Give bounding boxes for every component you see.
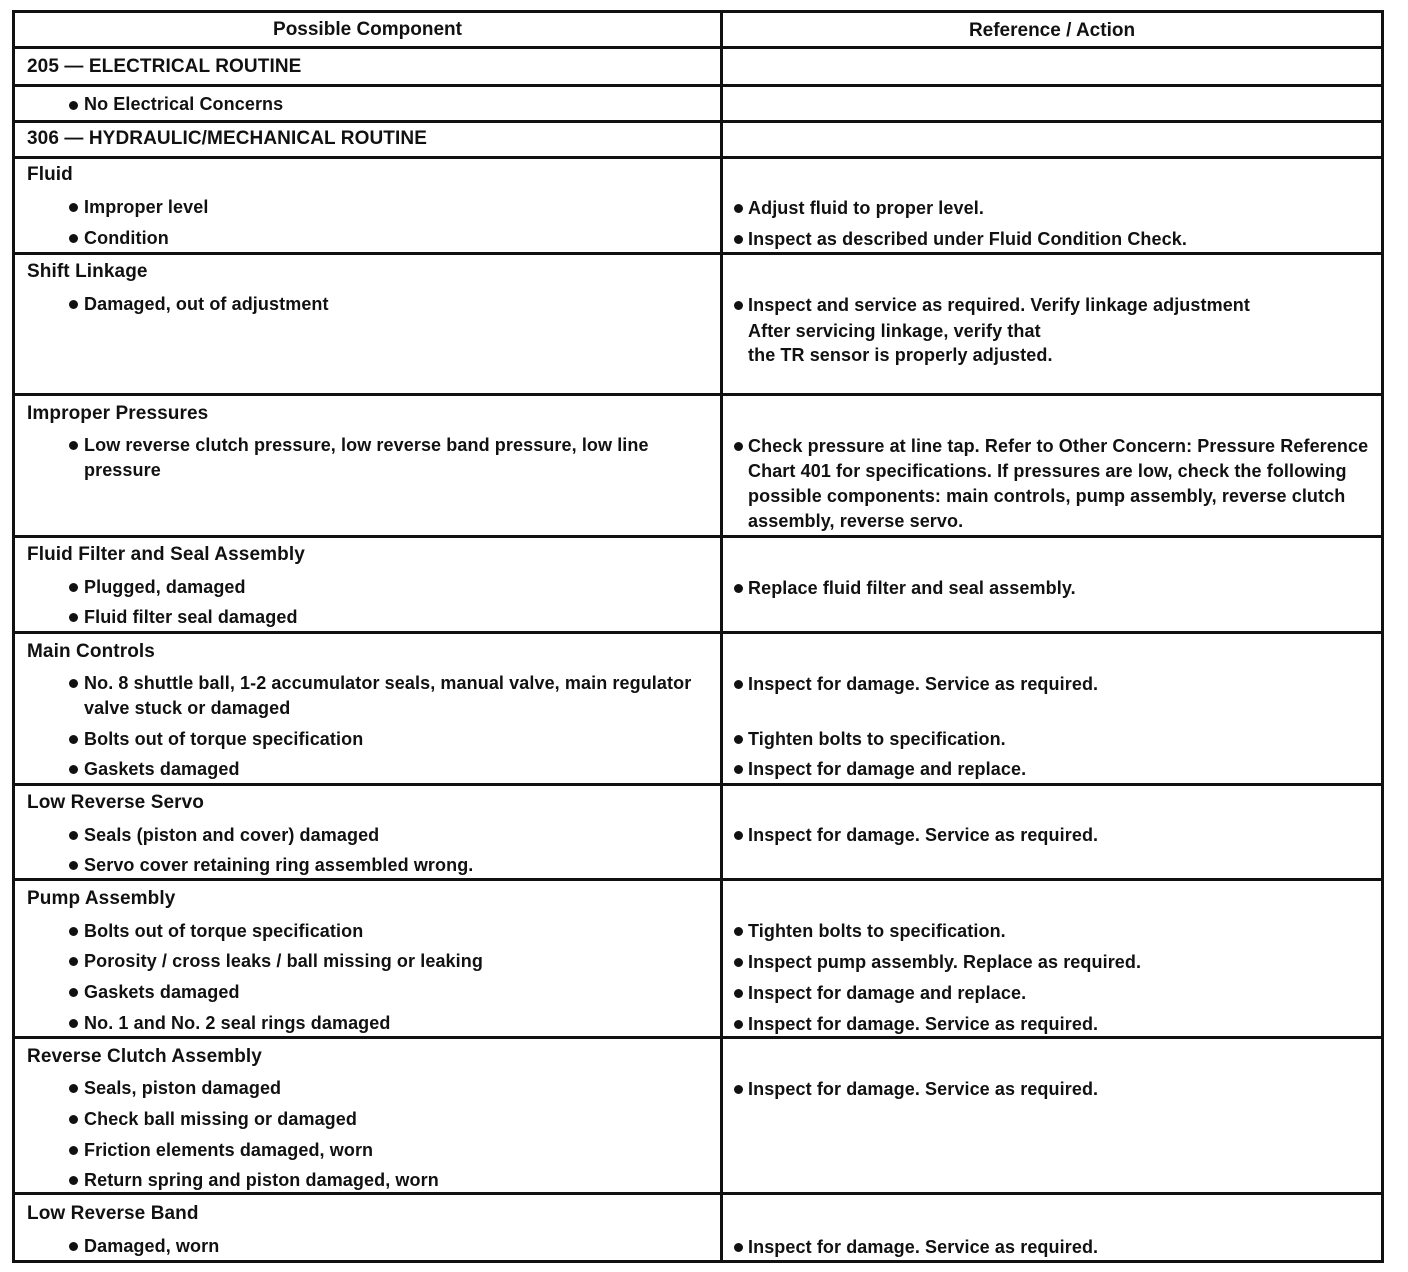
header-possible-component: Possible Component	[273, 19, 462, 40]
bullet-icon	[69, 831, 78, 840]
component-item: Fluid filter seal damaged	[84, 607, 298, 627]
action-item: Tighten bolts to specification.	[748, 729, 1006, 749]
section-title-electrical: 205 — ELECTRICAL ROUTINE	[27, 56, 302, 77]
bullet-icon	[69, 765, 78, 774]
group-title-low-reverse-band: Low Reverse Band	[27, 1203, 199, 1224]
bullet-icon	[69, 679, 78, 688]
bullet-icon	[69, 234, 78, 243]
group-title-low-reverse-servo: Low Reverse Servo	[27, 792, 205, 813]
row-divider	[15, 783, 1381, 786]
group-title-fluid: Fluid	[27, 164, 73, 185]
component-item: Damaged, worn	[84, 1236, 220, 1256]
action-item: Inspect for damage. Service as required.	[748, 1079, 1099, 1099]
bullet-icon	[69, 613, 78, 622]
bullet-icon	[69, 583, 78, 592]
bullet-icon	[69, 300, 78, 309]
diagnostic-table	[12, 10, 1384, 1263]
component-item: Gaskets damaged	[84, 982, 240, 1002]
component-item: Bolts out of torque specification	[84, 729, 364, 749]
row-divider	[15, 252, 1381, 255]
bullet-icon	[734, 765, 743, 774]
component-item: Plugged, damaged	[84, 577, 246, 597]
component-item: Friction elements damaged, worn	[84, 1140, 374, 1160]
component-item: Return spring and piston damaged, worn	[84, 1170, 439, 1190]
component-item: Servo cover retaining ring assembled wrong.	[84, 855, 474, 875]
action-item: Adjust fluid to proper level.	[748, 198, 984, 218]
bullet-icon	[734, 735, 743, 744]
row-divider	[15, 120, 1381, 123]
bullet-icon	[69, 1242, 78, 1251]
action-item: Tighten bolts to specification.	[748, 921, 1006, 941]
bullet-icon	[69, 441, 78, 450]
bullet-icon	[69, 735, 78, 744]
bullet-icon	[734, 442, 743, 451]
component-item: Condition	[84, 228, 169, 248]
bullet-icon	[69, 203, 78, 212]
row-divider	[15, 46, 1381, 49]
row-divider	[15, 631, 1381, 634]
component-item: No. 1 and No. 2 seal rings damaged	[84, 1013, 391, 1033]
group-title-reverse-clutch: Reverse Clutch Assembly	[27, 1046, 262, 1067]
row-divider	[15, 535, 1381, 538]
row-divider	[15, 84, 1381, 87]
component-item: Check ball missing or damaged	[84, 1109, 357, 1129]
component-item: Gaskets damaged	[84, 759, 240, 779]
action-item: Inspect as described under Fluid Condition Check.	[748, 229, 1187, 249]
bullet-icon	[69, 101, 78, 110]
group-title-fluid-filter: Fluid Filter and Seal Assembly	[27, 544, 305, 565]
row-divider	[15, 156, 1381, 159]
action-item: Check pressure at line tap. Refer to Other Concern: Pressure Reference Chart 401 for specifications. If pressures are low, check the following possible components: main controls, pump assembly, reverse clutch assembly, reverse servo.	[748, 436, 1369, 531]
row-divider	[15, 393, 1381, 396]
bullet-icon	[69, 1146, 78, 1155]
action-item: Inspect for damage and replace.	[748, 983, 1027, 1003]
bullet-icon	[734, 927, 743, 936]
action-item: Inspect pump assembly. Replace as required.	[748, 952, 1142, 972]
bullet-icon	[734, 1020, 743, 1029]
bullet-icon	[734, 958, 743, 967]
component-item: Low reverse clutch pressure, low reverse band pressure, low line pressure	[84, 435, 649, 480]
bullet-icon	[734, 301, 743, 310]
row-divider	[15, 1192, 1381, 1195]
bullet-icon	[734, 680, 743, 689]
action-item: Inspect for damage and replace.	[748, 759, 1027, 779]
bullet-icon	[69, 957, 78, 966]
component-item: Bolts out of torque specification	[84, 921, 364, 941]
component-item: Seals, piston damaged	[84, 1078, 282, 1098]
component-item: No. 8 shuttle ball, 1-2 accumulator seals, manual valve, main regulator valve stuck or damaged	[84, 673, 692, 718]
action-item: Inspect for damage. Service as required.	[748, 1014, 1099, 1034]
group-title-pump-assembly: Pump Assembly	[27, 888, 176, 909]
action-item: Inspect for damage. Service as required.	[748, 1237, 1099, 1257]
group-title-improper-pressures: Improper Pressures	[27, 403, 209, 424]
action-item: Replace fluid filter and seal assembly.	[748, 578, 1076, 598]
action-item: Inspect for damage. Service as required.	[748, 674, 1099, 694]
bullet-icon	[69, 1115, 78, 1124]
bullet-icon	[69, 988, 78, 997]
component-item: Seals (piston and cover) damaged	[84, 825, 380, 845]
component-item: Porosity / cross leaks / ball missing or leaking	[84, 951, 483, 971]
action-item-continued: After servicing linkage, verify that	[748, 321, 1041, 341]
bullet-icon	[734, 1085, 743, 1094]
bullet-icon	[734, 1243, 743, 1252]
bullet-icon	[69, 1084, 78, 1093]
component-item: Improper level	[84, 197, 209, 217]
bullet-icon	[734, 831, 743, 840]
action-item: Inspect for damage. Service as required.	[748, 825, 1099, 845]
bullet-icon	[734, 235, 743, 244]
bullet-icon	[69, 861, 78, 870]
action-item: Inspect and service as required. Verify linkage adjustment	[748, 295, 1250, 315]
bullet-icon	[69, 927, 78, 936]
bullet-icon	[69, 1176, 78, 1185]
action-item-continued: the TR sensor is properly adjusted.	[748, 345, 1053, 365]
bullet-icon	[734, 204, 743, 213]
row-divider	[15, 1036, 1381, 1039]
header-reference-action: Reference / Action	[968, 20, 1136, 41]
bullet-icon	[734, 989, 743, 998]
component-item: Damaged, out of adjustment	[84, 294, 329, 314]
row-divider	[15, 878, 1381, 881]
component-item: No Electrical Concerns	[84, 94, 284, 114]
bullet-icon	[734, 584, 743, 593]
bullet-icon	[69, 1019, 78, 1028]
column-divider	[720, 13, 723, 1260]
section-title-hydraulic: 306 — HYDRAULIC/MECHANICAL ROUTINE	[27, 128, 427, 149]
group-title-shift-linkage: Shift Linkage	[27, 261, 148, 282]
group-title-main-controls: Main Controls	[27, 641, 155, 662]
